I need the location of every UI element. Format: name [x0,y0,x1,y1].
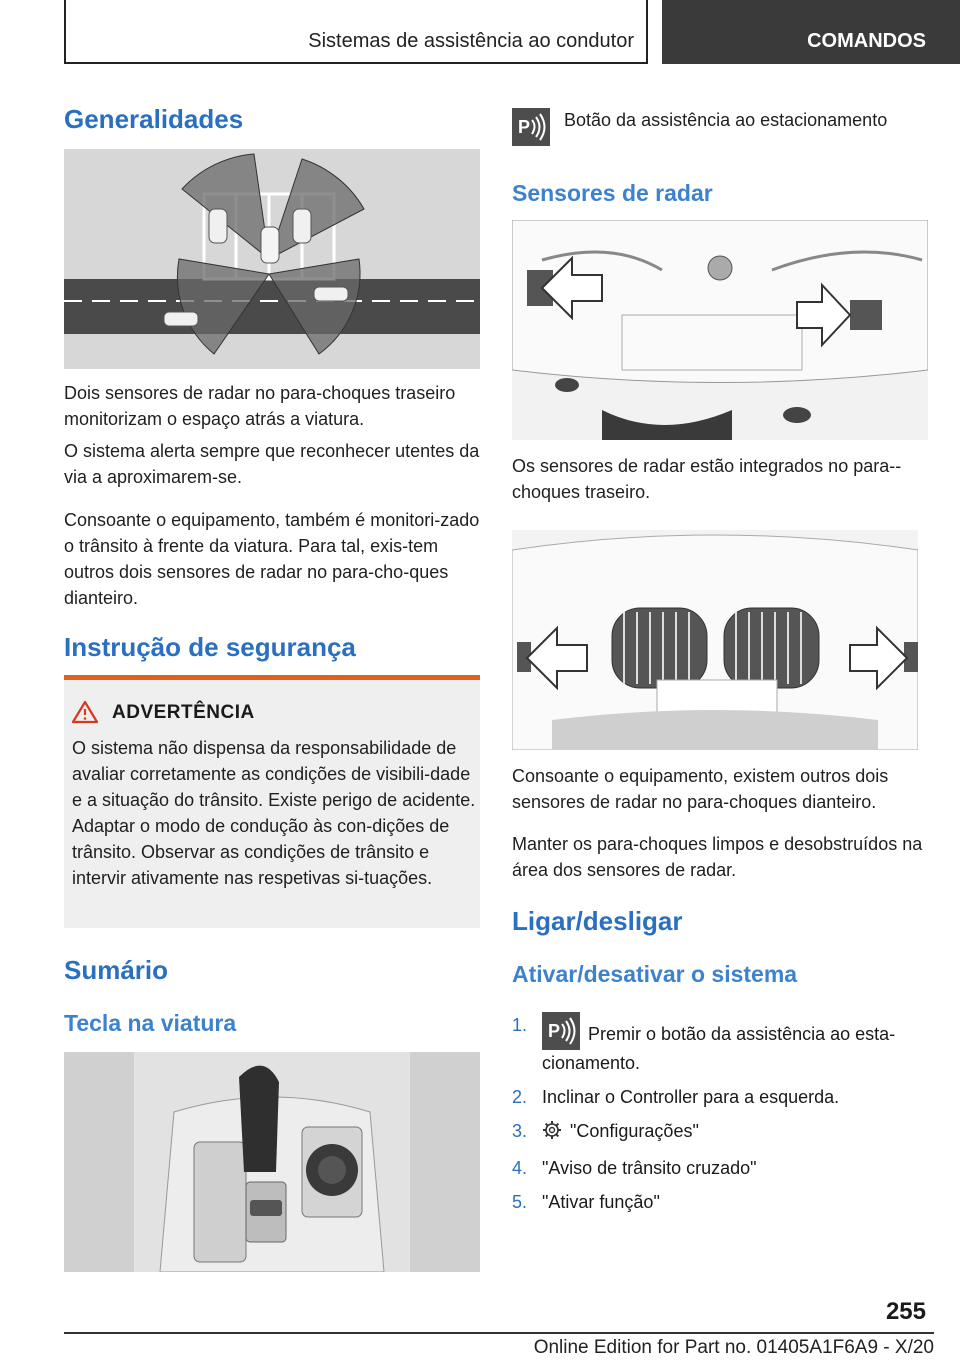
paragraph-rear-radar: Os sensores de radar estão integrados no para--choques traseiro. [512,456,902,502]
list-item [512,1189,932,1215]
paragraph-front-radar: Consoante o equipamento, existem outros dois sensores de radar no para-choques dianteiro. [512,766,889,812]
list-item [512,1155,932,1181]
step-number: 4. [512,1158,528,1178]
step-number: 3. [512,1121,528,1141]
svg-text:P: P [518,117,531,137]
footer-edition: Online Edition for Part no. 01405A1F6A9 - X/20 [533,1337,934,1358]
heading-summary: Sumário [64,955,169,985]
list-item [512,1012,932,1076]
warning-text: O sistema não dispensa da responsabilidade de avaliar corretamente as condições de visibili-dade e a situação do trânsito. Existe perigo de acidente. Adaptar o modo de condução às con-dições de trânsito. Observar as condições de trânsito e intervir ativamente nas respetivas si-tuações. [72,738,476,888]
heading-key-in-vehicle: Tecla na viatura [64,1010,237,1036]
front-bumper-illustration [512,530,918,750]
rear-bumper-svg [512,220,928,440]
section-title: Sistemas de assistência ao condutor [308,30,634,52]
paragraph-rear-sensors: Dois sensores de radar no para-choques traseiro monitorizam o espaço atrás a viatura. [64,383,456,429]
steps-list [512,1012,932,1223]
warning-triangle-icon [72,700,98,729]
heading-safety: Instrução de segurança [64,632,356,662]
step-number: 2. [512,1087,528,1107]
radar-zones-illustration [64,149,480,369]
warning-title: ADVERTÊNCIA [112,702,255,723]
heading-on-off: Ligar/desligar [512,906,683,936]
gear-icon [542,1120,562,1147]
paragraph-front-sensors: Consoante o equipamento, também é monitori-zado o trânsito à frente da viatura. Para tal, exis-tem outros dois sensores de radar no para-cho-ques dianteiro. [64,510,480,608]
front-bumper-svg [512,530,918,750]
header-chapter-tab [662,0,960,64]
step-number: 1. [512,1015,528,1035]
footer-divider [64,1332,934,1334]
radar-zones-svg [64,149,480,369]
rear-bumper-illustration [512,220,928,440]
heading-radar-sensors: Sensores de radar [512,180,713,206]
header-section-box [64,0,648,64]
list-item [512,1118,932,1147]
page-number: 255 [885,1298,926,1325]
step-number: 5. [512,1192,528,1212]
step-text: "Aviso de trânsito cruzado" [542,1158,757,1178]
step-text: Premir o botão da assistência ao esta-cionamento. [542,1024,896,1073]
list-item [512,1084,932,1110]
heading-generalidades: Generalidades [64,104,244,134]
step-text: "Configurações" [570,1121,699,1141]
step-text: "Ativar função" [542,1192,660,1212]
center-console-svg [64,1052,480,1272]
chapter-title: COMANDOS [807,30,926,52]
park-assist-icon [542,1012,580,1050]
svg-text:P: P [548,1021,561,1041]
park-assist-button-icon [512,108,550,146]
center-console-illustration [64,1052,480,1272]
button-caption: Botão da assistência ao estacionamento [564,110,888,130]
paragraph-keep-clean: Manter os para-choques limpos e desobstruídos na área dos sensores de radar. [512,834,923,880]
step-text: Inclinar o Controller para a esquerda. [542,1087,840,1107]
heading-activate-system: Ativar/desativar o sistema [512,961,798,987]
paragraph-alert: O sistema alerta sempre que reconhecer utentes da via a aproximarem-se. [64,441,480,487]
